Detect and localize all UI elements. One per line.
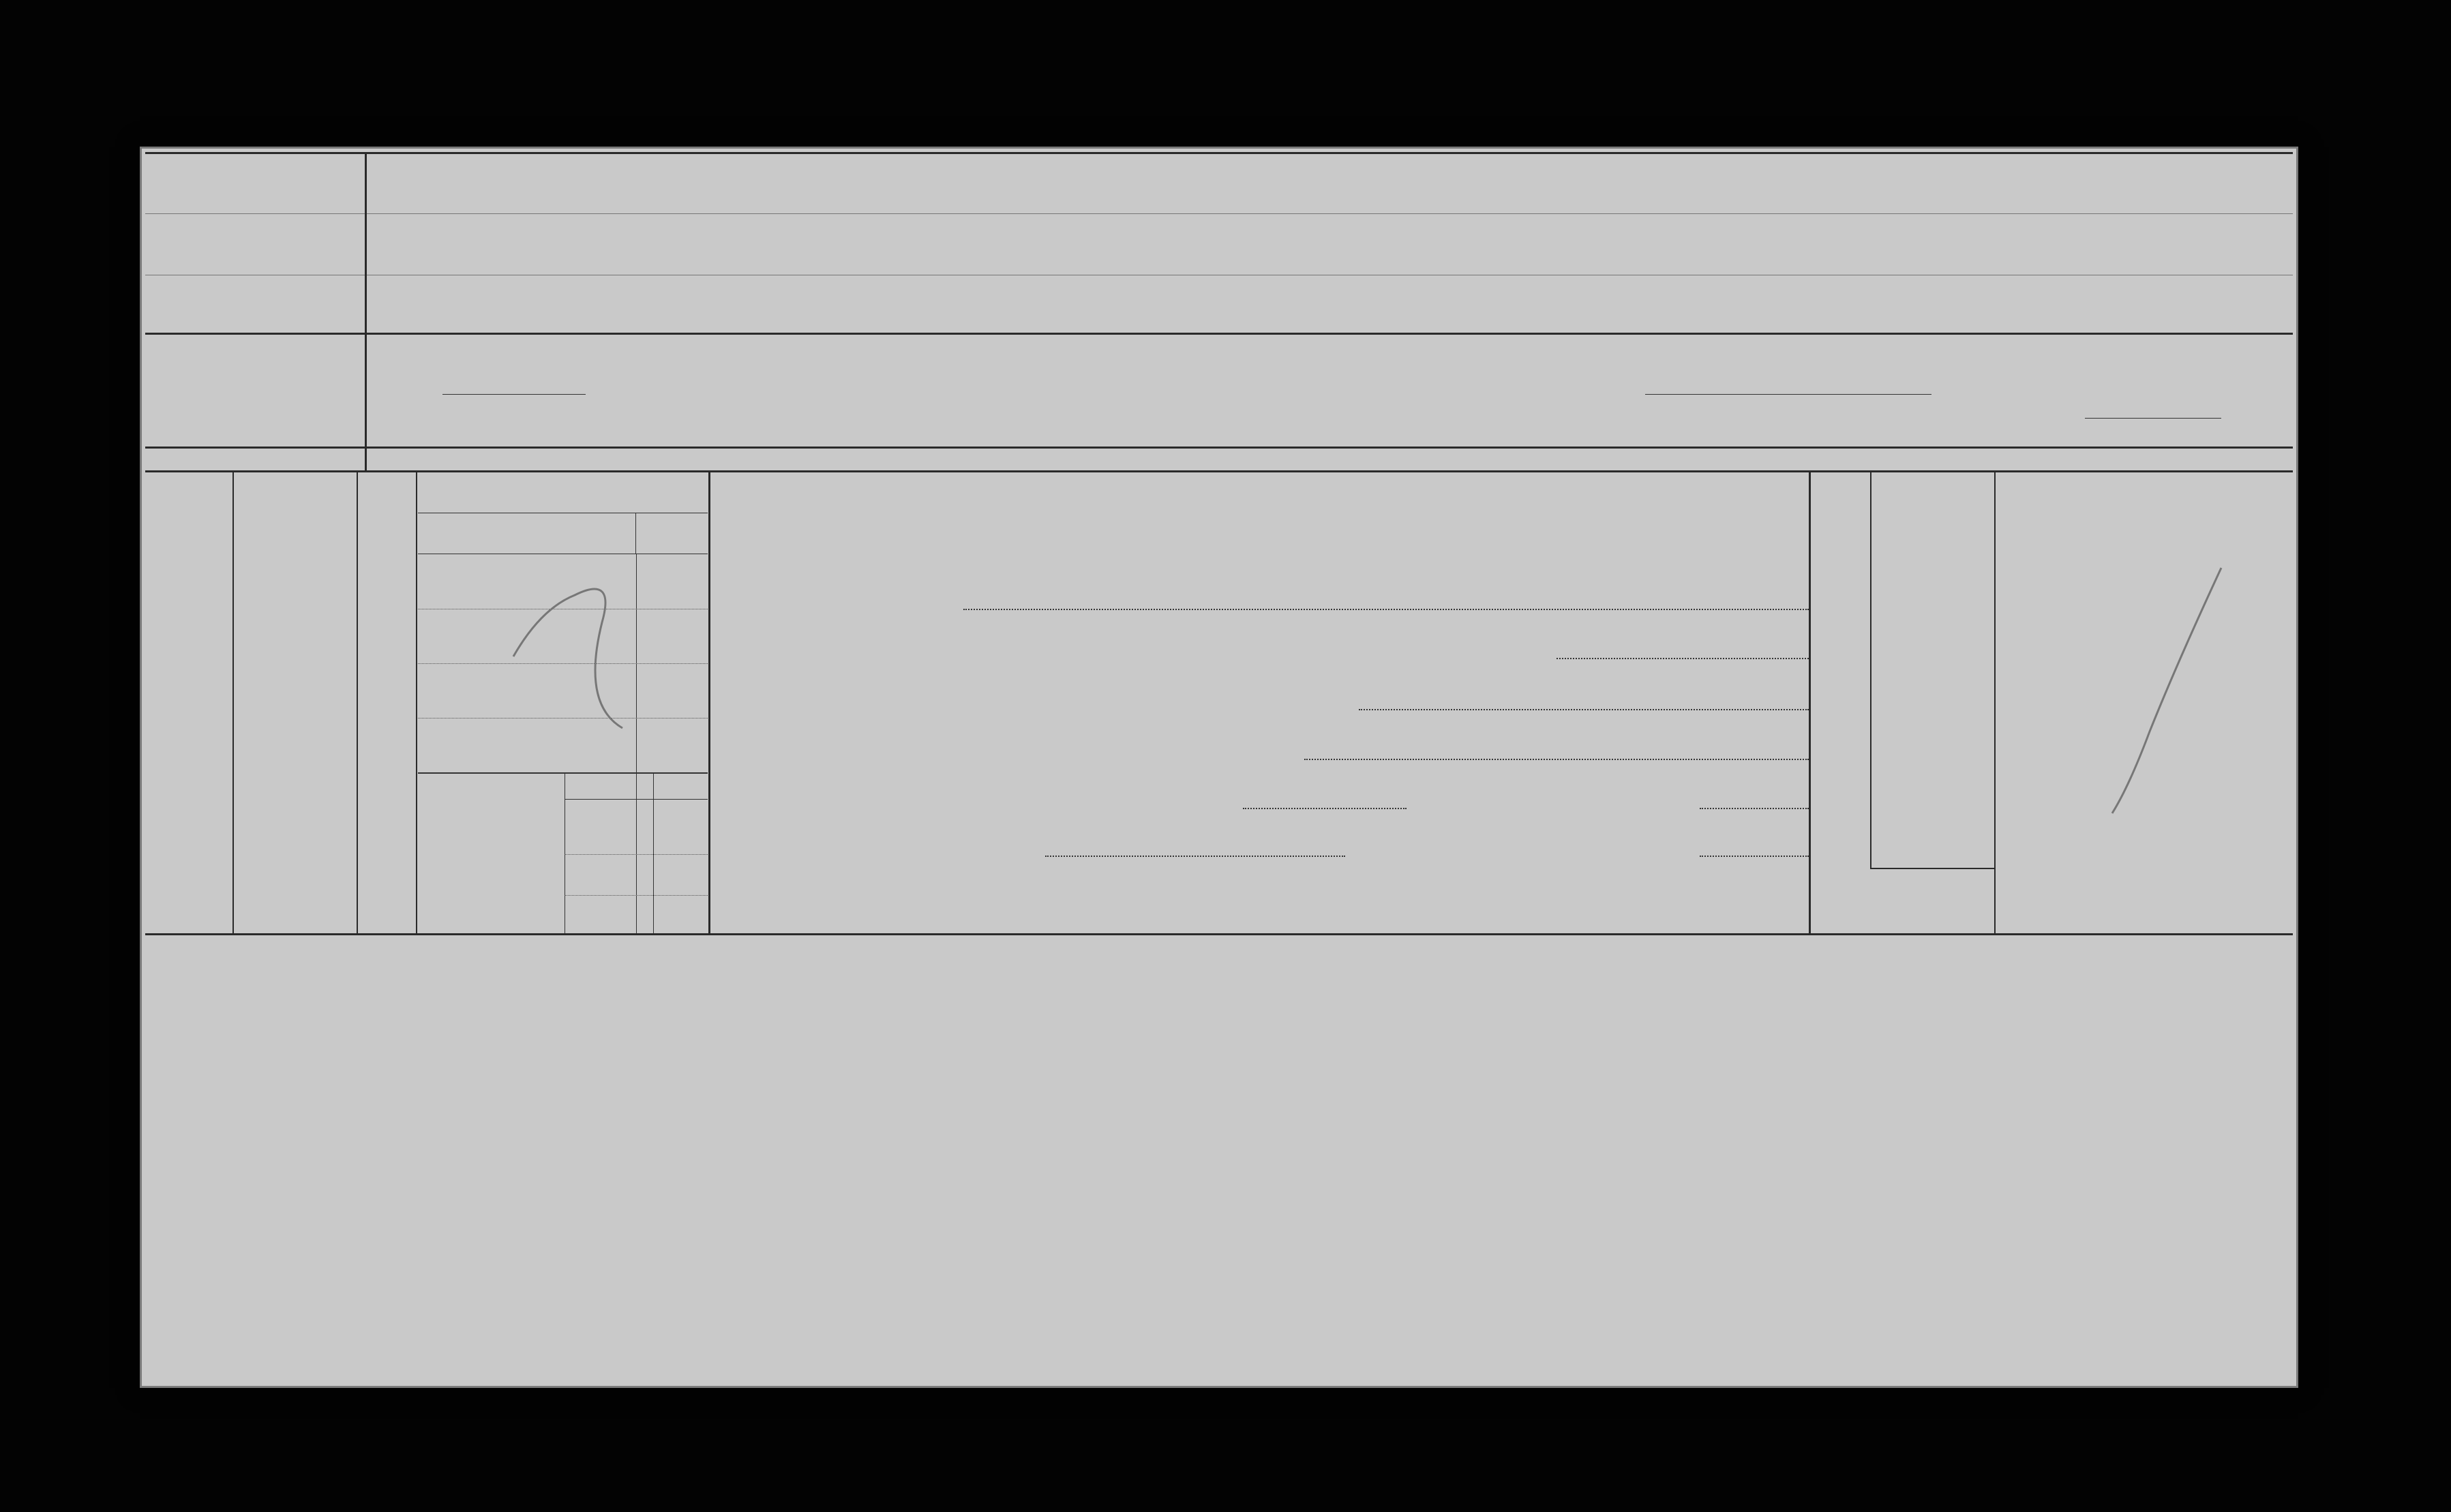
middle-section <box>145 472 2293 936</box>
population-title <box>1816 479 1870 922</box>
trade-empty-stroke <box>500 568 636 731</box>
row-label-svoikh <box>145 285 363 322</box>
workers-block <box>234 472 357 933</box>
row-label-vsego <box>145 166 363 200</box>
men-label <box>1871 725 1900 868</box>
row-label-zemlyakh <box>145 357 363 397</box>
top-section <box>145 152 2293 472</box>
census-card <box>140 147 2298 1388</box>
ozimaya-pshenitsa-label <box>442 394 586 414</box>
desyatin-head <box>565 774 653 800</box>
bottom-section <box>145 936 2293 1382</box>
trade-qty-head <box>636 513 708 554</box>
mnogoletnie-label <box>1645 394 1931 414</box>
perelog-label <box>2085 418 2221 445</box>
trade-name-head <box>418 513 636 554</box>
right-diagonal-stroke <box>2109 561 2225 820</box>
crops-banner <box>370 417 2075 447</box>
korney-head <box>653 774 708 800</box>
row-label-arend <box>145 220 363 268</box>
women-label <box>1871 592 1900 725</box>
trade-title <box>418 472 708 513</box>
workers-title <box>358 472 416 933</box>
